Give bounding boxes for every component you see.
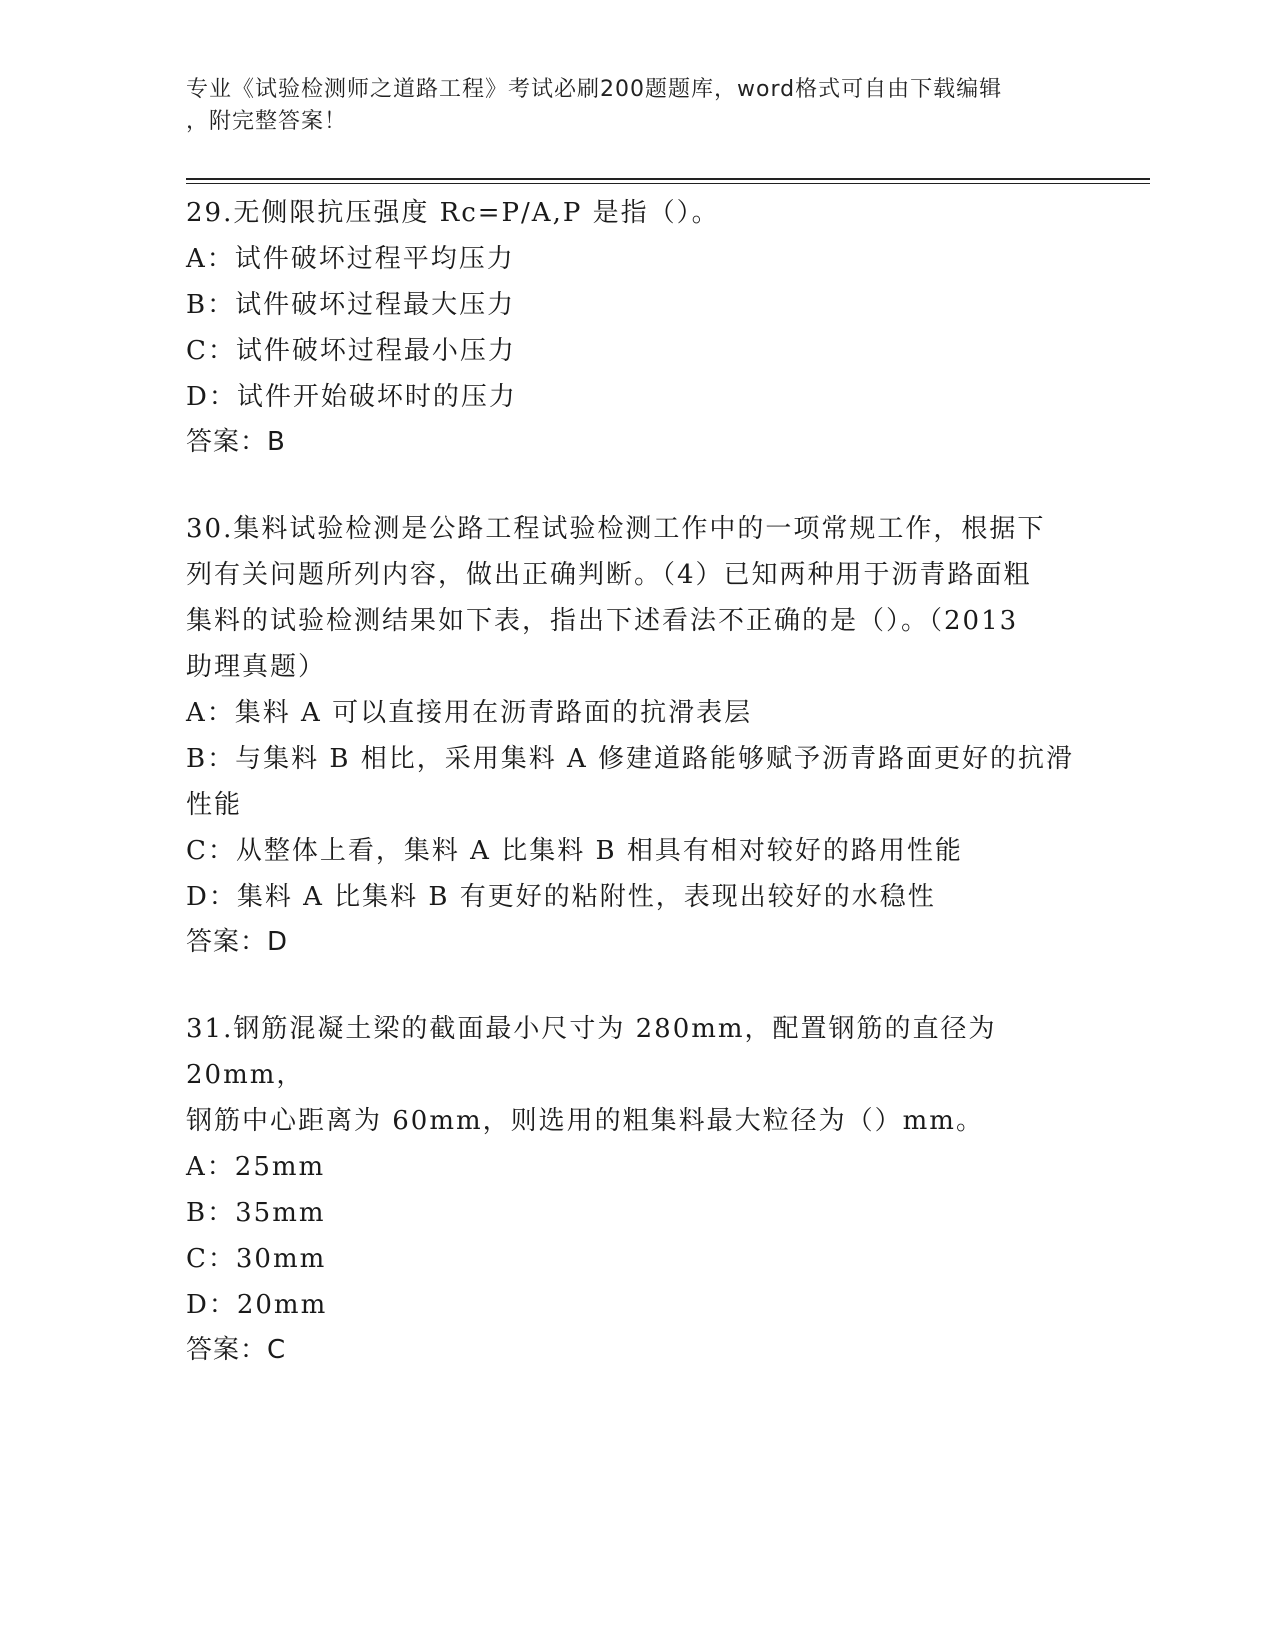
question-29 [186, 190, 1086, 464]
option-a: A：25mm [186, 1152, 326, 1182]
option-d: D：试件开始破坏时的压力 [186, 382, 517, 412]
question-30 [186, 506, 1086, 964]
option-a: A：试件破坏过程平均压力 [186, 244, 515, 274]
question-list [186, 190, 1086, 1414]
option-b: B：35mm [186, 1198, 326, 1228]
option-c: C：从整体上看，集料 A 比集料 B 相具有相对较好的路用性能 [186, 836, 963, 866]
question-stem: 30.集料试验检测是公路工程试验检测工作中的一项常规工作，根据下 [186, 514, 1046, 544]
option-c: C：30mm [186, 1244, 327, 1274]
option-b: B：与集料 B 相比，采用集料 A 修建道路能够赋予沥青路面更好的抗滑 [186, 744, 1075, 774]
option-a: A：集料 A 可以直接用在沥青路面的抗滑表层 [186, 698, 753, 728]
document-header [186, 74, 1086, 138]
question-stem: 集料的试验检测结果如下表，指出下述看法不正确的是（）。（2013 [186, 606, 1019, 636]
option-c: C：试件破坏过程最小压力 [186, 336, 516, 366]
header-line-2: ，附完整答案！ [186, 109, 348, 134]
question-31 [186, 1006, 1086, 1372]
question-stem: 列有关问题所列内容，做出正确判断。（4）已知两种用于沥青路面粗 [186, 560, 1032, 590]
header-divider-thick [186, 178, 1150, 180]
answer-label: 答案：B [186, 427, 286, 457]
option-d: D：20mm [186, 1290, 328, 1320]
option-d: D：集料 A 比集料 B 有更好的粘附性，表现出较好的水稳性 [186, 882, 936, 912]
option-b-continued: 性能 [186, 790, 243, 820]
answer-label: 答案：D [186, 927, 289, 957]
question-stem: 29.无侧限抗压强度 Rc=P/A,P 是指（）。 [186, 198, 720, 228]
question-stem: 钢筋中心距离为 60mm，则选用的粗集料最大粒径为（）mm。 [186, 1106, 984, 1136]
header-divider-thin [186, 183, 1150, 184]
option-b: B：试件破坏过程最大压力 [186, 290, 516, 320]
question-stem: 助理真题） [186, 652, 327, 682]
answer-label: 答案：C [186, 1335, 287, 1365]
question-stem: 31.钢筋混凝土梁的截面最小尺寸为 280mm，配置钢筋的直径为 20mm， [186, 1014, 997, 1090]
header-line-1: 专业《试验检测师之道路工程》考试必刷200题题库，word格式可自由下载编辑 [186, 77, 1003, 102]
